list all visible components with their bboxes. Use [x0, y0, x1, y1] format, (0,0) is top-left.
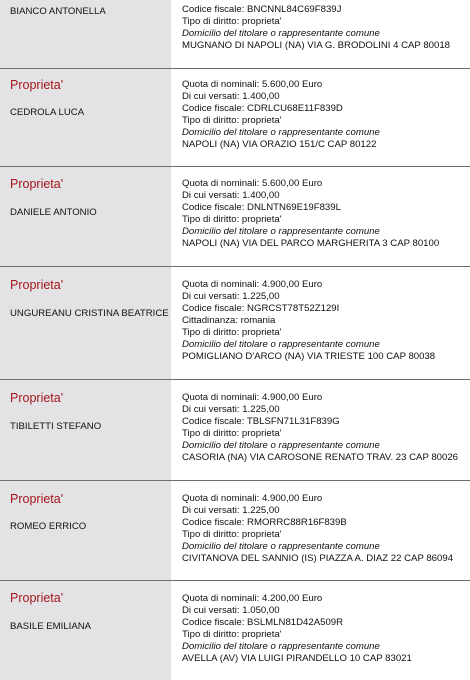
holder-details	[172, 267, 468, 379]
detail-line: Tipo di diritto: proprieta'	[182, 327, 282, 338]
detail-line: Codice fiscale: BNCNNL84C69F839J	[182, 4, 342, 15]
holder-name: ROMEO ERRICO	[10, 521, 87, 532]
domicile-caption: Domicilio del titolare o rappresentante comune	[182, 641, 380, 652]
detail-line: AVELLA (AV) VIA LUIGI PIRANDELLO 10 CAP 83021	[182, 653, 412, 664]
detail-line: NAPOLI (NA) VIA DEL PARCO MARGHERITA 3 CAP 80100	[182, 238, 440, 249]
detail-line: Tipo di diritto: proprieta'	[182, 428, 282, 439]
holder-name: BIANCO ANTONELLA	[10, 6, 106, 17]
detail-line: Codice fiscale: TBLSFN71L31F839G	[182, 416, 340, 427]
holder-details	[172, 69, 468, 166]
detail-line: Di cui versati: 1.400,00	[182, 190, 280, 201]
shareholder-entry	[0, 167, 470, 266]
shareholder-entry	[0, 69, 470, 166]
detail-line: Di cui versati: 1.050,00	[182, 605, 280, 616]
holder-cell	[0, 581, 171, 680]
detail-line: Codice fiscale: BSLMLN81D42A509R	[182, 617, 344, 628]
shareholder-entry	[0, 380, 470, 480]
shareholder-entry	[0, 481, 470, 580]
detail-line: Tipo di diritto: proprieta'	[182, 16, 282, 27]
ownership-role: Proprieta'	[10, 78, 64, 92]
holder-details	[172, 0, 468, 68]
ownership-role: Proprieta'	[10, 177, 64, 191]
shareholder-entry	[0, 581, 470, 680]
holder-cell	[0, 167, 171, 266]
holder-details	[172, 581, 468, 680]
holder-name: BASILE EMILIANA	[10, 621, 92, 632]
detail-line: Cittadinanza: romania	[182, 315, 276, 326]
ownership-role: Proprieta'	[10, 591, 64, 605]
holder-cell	[0, 69, 171, 166]
domicile-caption: Domicilio del titolare o rappresentante comune	[182, 28, 380, 39]
holder-cell	[0, 0, 171, 68]
detail-line: POMIGLIANO D'ARCO (NA) VIA TRIESTE 100 CAP 80038	[182, 351, 436, 362]
detail-line: MUGNANO DI NAPOLI (NA) VIA G. BRODOLINI 4 CAP 80018	[182, 40, 450, 51]
ownership-role: Proprieta'	[10, 492, 64, 506]
detail-line: Quota di nominali: 4.900,00 Euro	[182, 279, 323, 290]
detail-line: Codice fiscale: NGRCST78T52Z129I	[182, 303, 340, 314]
detail-line: Tipo di diritto: proprieta'	[182, 115, 282, 126]
holder-details	[172, 167, 468, 266]
holder-details	[172, 380, 468, 480]
detail-line: Codice fiscale: RMORRC88R16F839B	[182, 517, 347, 528]
detail-line: Tipo di diritto: proprieta'	[182, 629, 282, 640]
detail-line: Quota di nominali: 5.600,00 Euro	[182, 178, 323, 189]
holder-name: UNGUREANU CRISTINA BEATRICE	[10, 308, 169, 319]
detail-line: Codice fiscale: CDRLCU68E11F839D	[182, 103, 343, 114]
detail-line: Di cui versati: 1.225,00	[182, 404, 280, 415]
holder-details	[172, 481, 468, 580]
shareholder-entry	[0, 0, 470, 68]
detail-line: Codice fiscale: DNLNTN69E19F839L	[182, 202, 341, 213]
detail-line: CIVITANOVA DEL SANNIO (IS) PIAZZA A. DIAZ 22 CAP 86094	[182, 553, 454, 564]
domicile-caption: Domicilio del titolare o rappresentante comune	[182, 226, 380, 237]
detail-line: Quota di nominali: 4.900,00 Euro	[182, 392, 323, 403]
detail-line: Tipo di diritto: proprieta'	[182, 529, 282, 540]
domicile-caption: Domicilio del titolare o rappresentante comune	[182, 541, 380, 552]
domicile-caption: Domicilio del titolare o rappresentante comune	[182, 127, 380, 138]
shareholder-entry	[0, 267, 470, 379]
detail-line: Quota di nominali: 5.600,00 Euro	[182, 79, 323, 90]
ownership-role: Proprieta'	[10, 391, 64, 405]
holder-cell	[0, 481, 171, 580]
detail-line: Tipo di diritto: proprieta'	[182, 214, 282, 225]
detail-line: Di cui versati: 1.225,00	[182, 291, 280, 302]
ownership-role: Proprieta'	[10, 278, 64, 292]
detail-line: NAPOLI (NA) VIA ORAZIO 151/C CAP 80122	[182, 139, 377, 150]
detail-line: Quota di nominali: 4.200,00 Euro	[182, 593, 323, 604]
detail-line: Quota di nominali: 4.900,00 Euro	[182, 493, 323, 504]
holder-cell	[0, 380, 171, 480]
holder-cell	[0, 267, 171, 379]
holder-name: CEDROLA LUCA	[10, 107, 85, 118]
detail-line: Di cui versati: 1.225,00	[182, 505, 280, 516]
holder-name: DANIELE ANTONIO	[10, 207, 97, 218]
detail-line: CASORIA (NA) VIA CAROSONE RENATO TRAV. 23 CAP 80026	[182, 452, 459, 463]
domicile-caption: Domicilio del titolare o rappresentante comune	[182, 339, 380, 350]
detail-line: Di cui versati: 1.400,00	[182, 91, 280, 102]
domicile-caption: Domicilio del titolare o rappresentante comune	[182, 440, 380, 451]
holder-name: TIBILETTI STEFANO	[10, 421, 102, 432]
